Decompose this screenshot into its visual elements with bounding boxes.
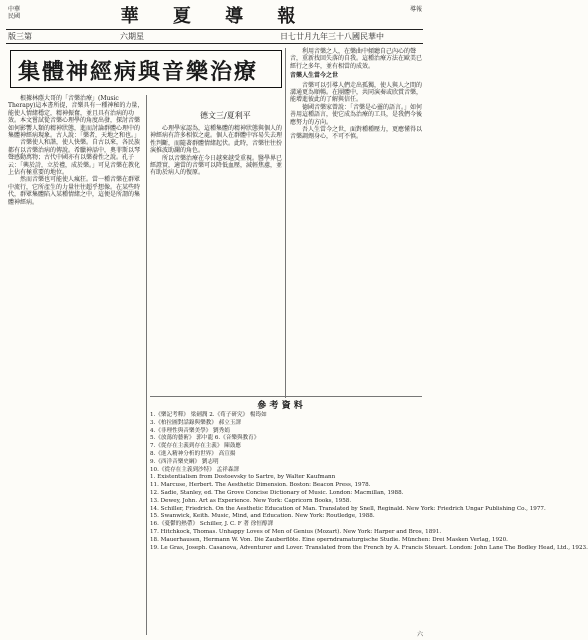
reference-item: 18. Mauerhausen, Hermann W. Von. Die Zauberflöte. Eine operndramaturgische Studie. München: Drei Masken Verlag, 1920. [150,536,508,543]
right-text-column [290,48,422,393]
weekday: 六期星 [120,32,144,41]
byline: 德文三/夏利平 [200,111,251,120]
references-list [150,412,588,552]
right-subheading: 音樂人生當今之世 [290,72,339,80]
left-vertical-label: 中華民國 [8,6,21,20]
reference-item: 13. Dewey, John. Art as Experience. New York: Capricorn Books, 1958. [150,497,352,504]
reference-item: 3.《柏拉圖對話錄與樂教》 郝立玉譯 [150,419,242,426]
reference-item: 10.《從存在主義到沙特》 孟祥森譯 [150,466,239,473]
reference-item: 12. Sadie, Stanley, ed. The Grove Concise Dictionary of Music. London: Macmillan, 1988. [150,489,404,496]
right-paragraph: 德國音樂家曾說：「音樂是心靈的語言。」如何善用這種語言，使它成為治療的工具，是我們今後應努力的方向。 [290,103,423,126]
article-paragraph: 音樂使人和諧，使人快樂。自古以來，各民族都有以音樂治病的傳說。希臘神話中，奧菲斯以琴聲感動萬物；古代中國亦有以樂養性之說。孔子云：「興於詩，立於禮，成於樂。」可見音樂在教化上佔有極重要的地位。 [8,139,141,177]
references-heading: 參 考 資 料 [257,401,303,411]
reference-item: 4.《非理性與音樂美學》 劉秀娟 [150,427,230,434]
article-paragraph: 心理學家認為，這種集體的精神狀態與個人的神經病有許多相似之處。個人在群體中容易失去理性判斷，而隨著群體情緒起伏。此時，音樂往往扮演推波助瀾的角色。 [150,125,283,155]
reference-item: 14. Schiller, Friedrich. On the Aesthetic Education of Man. Translated by Snell, Reginald. New York: Friedrich Ungar Publishing Co., 1977. [150,505,546,512]
reference-item: 9.《西洋音樂史綱》 劉志明 [150,458,219,465]
header-rule-top [6,29,423,30]
issue-date: 日七廿月九年三十八國民華中 [280,32,384,41]
references-rule [150,396,422,397]
header-rule-bottom [6,43,423,44]
reference-item: 11. Marcuse, Herbert. The Aesthetic Dimension. Boston: Beacon Press, 1978. [150,482,371,489]
column-divider [146,95,147,635]
article-paragraph: 根據林蔭大哥的「音樂治療」(Music Therapy)這本書所提，音樂具有一種神秘的力量，能使人情緒穩定，精神振奮，並且具有治病的功效。本文嘗試從音樂心理學的角度出發，探討音樂如何影響人類的精神狀態，進而討論群體心理中的集體神經病現象。古人說：「樂者，天地之和也。」 [8,95,144,140]
footer-mark: 六 [416,631,423,638]
article-paragraph: 所以音樂治療在今日越來越受重視。醫學界已經證實，適當的音樂可以降低血壓，減輕焦慮，並有助於病人的復原。 [150,154,283,177]
right-paragraph: 吾人生當今之世，面對種種壓力，更應懂得以音樂調劑身心，不可不慎。 [290,126,423,141]
reference-item: 16.《憂鬱的熱帶》 Schiller, J. C. F 著 徐恒醇譯 [150,521,274,528]
reference-item: 17. Hitchkock, Thomas. Unhappy Loves of Men of Genius (Mozart). New York: Harper and Bros, 1891. [150,528,442,535]
left-text-column [8,95,144,635]
reference-item: 1. Existentialism from Dostoevsky to Sartre, by Walter Kaufmann [150,474,336,481]
right-vertical-label: 導報 [410,6,423,13]
newspaper-header [0,0,429,50]
reference-item: 7.《從存在主義到存在主義》 陳鼓應 [150,443,242,450]
right-paragraph: 音樂可以引導人們走出孤獨，使人與人之間的溝通更為順暢。在團體中，共同演奏或欣賞音樂，能增進彼此的了解與信任。 [290,81,423,104]
page-number: 版三第 [8,32,32,41]
right-paragraph: 利用音樂之人，在樂曲中傾聽自己內心的聲音，重新找回失落的自我。這種治療方法在歐美已經行之多年，並有相當的成效。 [290,48,423,70]
article-paragraph: 然而音樂也可能使人瘋狂。當一種音樂在群眾中流行，它所產生的力量往往超乎想像。在某些時代，群眾集體陷入某種情緒之中，這便是所謂的集體神經病。 [8,176,141,206]
reference-item: 1.《樂記考釋》 梁劍潤 2.《荀子研究》 楊筠如 [150,412,267,418]
masthead: 華 夏 導 報 [120,6,310,27]
reference-item: 15. Swanwick, Keith. Music, Mind, and Education. New York: Routledge, 1988. [150,513,375,520]
reference-item: 5.《放蕩的藝術》 郭中龍 6.《音樂與教育》 [150,435,260,442]
middle-text-column [150,125,282,395]
column-divider [285,48,286,398]
reference-item: 19. Le Gras, Joseph. Casanova, Adventurer and Lover. Translated from the French by A. Francis Steuart. London: John Lane The Bodley Head, Ltd., 1923. [150,544,588,551]
reference-item: 8.《進入精神分析的世界》 高宣揚 [150,450,236,457]
article-title: 集體神經病與音樂治療 [18,59,259,85]
